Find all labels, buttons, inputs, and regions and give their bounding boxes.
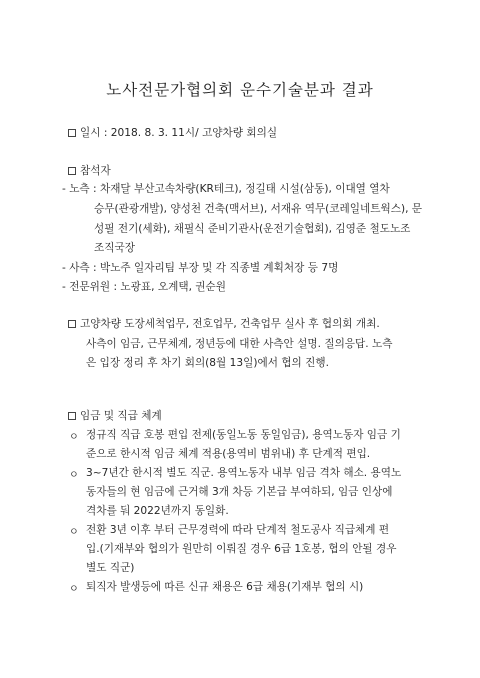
labor-line-4: 조직국장: [94, 242, 135, 254]
wage-item-3-line-2: 입.(기재부와 협의가 원만히 이뤄질 경우 6급 1호봉, 협의 안될 경우: [86, 543, 397, 555]
visit-line-2: 사측이 임금, 근무체계, 정년등에 대한 사측안 설명. 질의응답. 노측: [86, 338, 393, 350]
checkbox-square-icon: [68, 167, 76, 175]
bullet-icon: ㅇ: [69, 470, 79, 481]
experts-line: - 전문위원 : 노광표, 오계택, 권순원: [62, 281, 226, 293]
attendees-heading: [68, 164, 111, 178]
visit-line-3: 은 입장 정리 후 차기 회의(8월 13일)에서 협의 진행.: [86, 357, 329, 369]
checkbox-square-icon: [68, 412, 76, 420]
wage-item-3-line-1: 전환 3년 이후 부터 근무경력에 따라 단계적 철도공사 직급체계 편: [86, 524, 390, 536]
visit-line-1: [68, 317, 380, 331]
labor-line-1: - 노측 : 차재달 부산고속차량(KR테크), 정길태 시설(삼동), 이대열 열차: [62, 183, 390, 195]
wage-item-2-line-1: 3~7년간 한시적 별도 직군. 용역노동자 내부 임금 격차 해소. 용역노: [86, 467, 402, 479]
page-title: 노사전문가협의회 운수기술분과 결과: [106, 81, 374, 99]
wage-item-2-line-2: 동자들의 현 임금에 근거해 3개 차등 기본급 부여하되, 임금 인상에: [86, 486, 393, 498]
visit-text-1: 고양차량 도장세척업무, 전호업무, 건축업무 실사 후 협의회 개최.: [80, 318, 380, 330]
management-line: - 사측 : 박노주 일자리팀 부장 및 각 직종별 계획처장 등 7명: [62, 262, 339, 274]
bullet-icon: ㅇ: [69, 584, 79, 595]
wages-heading: [68, 409, 162, 423]
wage-item-3-line-3: 별도 직군): [86, 562, 135, 574]
checkbox-square-icon: [68, 320, 76, 328]
meeting-info: [68, 126, 277, 140]
wage-item-2-line-3: 격차를 둬 2022년까지 동일화.: [86, 505, 229, 517]
bullet-icon: ㅇ: [69, 527, 79, 538]
labor-line-2: 승무(관광개발), 양성천 건축(맥서브), 서재유 역무(코레일네트웍스), 문: [94, 203, 423, 215]
wage-item-4-line-1: 퇴직자 발생등에 따른 신규 채용은 6급 채용(기재부 협의 시): [86, 581, 364, 593]
wage-item-1-line-1: 정규직 직급 호봉 편입 전제(동일노동 동일임금), 용역노동자 임금 기: [86, 429, 401, 441]
bullet-icon: ㅇ: [69, 432, 79, 443]
attendees-heading-text: 참석자: [80, 165, 111, 177]
labor-line-3: 성필 전기(세화), 채필식 준비기관사(운전기술협회), 김영준 철도노조: [94, 223, 411, 235]
meeting-text: 일시 : 2018. 8. 3. 11시/ 고양차량 회의실: [80, 127, 278, 139]
checkbox-square-icon: [68, 129, 76, 137]
wages-heading-text: 임금 및 직급 체계: [80, 410, 162, 422]
wage-item-1-line-2: 준으로 한시적 임금 체계 적용(용역비 범위내) 후 단계적 편입.: [86, 448, 371, 460]
